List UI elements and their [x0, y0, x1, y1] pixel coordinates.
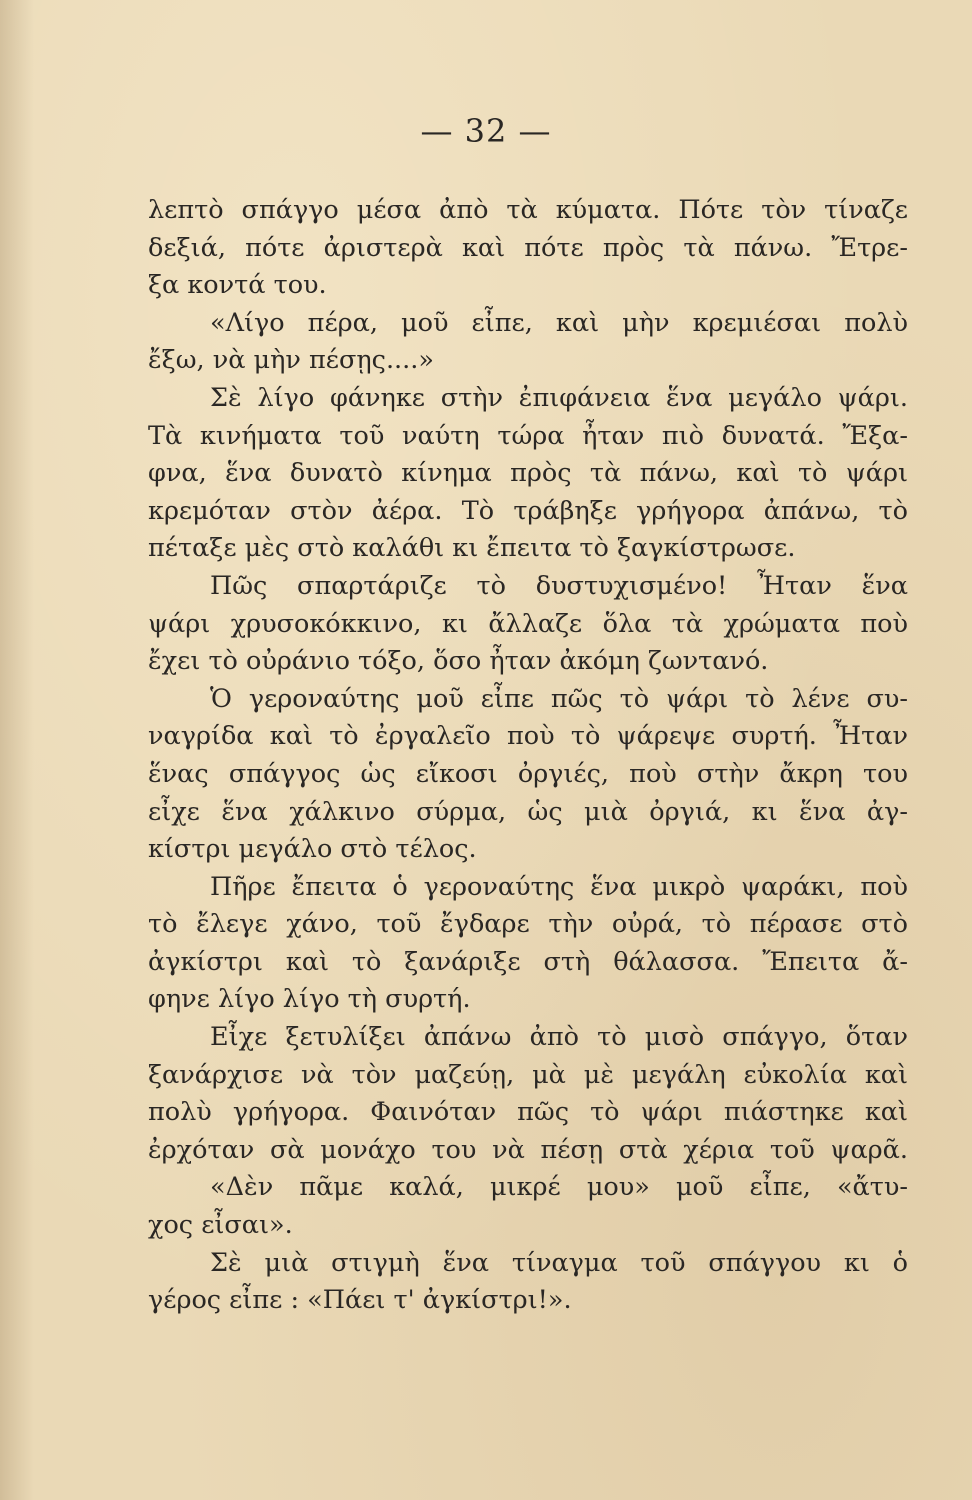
text-line: πέταξε μὲς στὸ καλάθι κι ἔπειτα τὸ ξαγκίστρωσε. — [148, 533, 796, 564]
text-line: φηνε λίγο λίγο τὴ συρτή. — [148, 984, 471, 1015]
text-line: κίστρι μεγάλο στὸ τέλος. — [148, 834, 477, 865]
body-text — [148, 192, 908, 1320]
text-line: Σὲ λίγο φάνηκε στὴν ἐπιφάνεια ἕνα μεγάλο ψάρι. — [210, 382, 908, 413]
text-line: ἐρχόταν σὰ μονάχο του νὰ πέσῃ στὰ χέρια τοῦ ψαρᾶ. — [148, 1134, 908, 1165]
page-number: — 32 — — [420, 112, 552, 150]
text-line: ἕνας σπάγγος ὡς εἴκοσι ὀργιές, ποὺ στὴν ἄκρη του — [148, 758, 908, 789]
text-line: ξανάρχισε νὰ τὸν μαζεύῃ, μὰ μὲ μεγάλη εὐκολία καὶ — [148, 1059, 908, 1090]
text-line: τὸ ἔλεγε χάνο, τοῦ ἔγδαρε τὴν οὐρά, τὸ πέρασε στὸ — [148, 909, 908, 940]
text-line: Τὰ κινήματα τοῦ ναύτη τώρα ἦταν πιὸ δυνατά. Ἔξα- — [148, 420, 908, 451]
page-fold-shadow — [0, 0, 34, 1500]
text-line: χος εἶσαι». — [148, 1210, 293, 1241]
text-line: φνα, ἕνα δυνατὸ κίνημα πρὸς τὰ πάνω, καὶ τὸ ψάρι — [148, 458, 908, 489]
text-line: Πῶς σπαρτάριζε τὸ δυστυχισμένο! Ἦταν ἕνα — [210, 570, 908, 601]
text-line: πολὺ γρήγορα. Φαινόταν πῶς τὸ ψάρι πιάστηκε καὶ — [148, 1097, 908, 1128]
text-line: δεξιά, πότε ἀριστερὰ καὶ πότε πρὸς τὰ πάνω. Ἔτρε- — [148, 232, 908, 263]
text-line: ἀγκίστρι καὶ τὸ ξανάριξε στὴ θάλασσα. Ἔπειτα ἄ- — [148, 946, 908, 977]
text-line: «Λίγο πέρα, μοῦ εἶπε, καὶ μὴν κρεμιέσαι πολὺ — [210, 307, 908, 338]
text-line: Εἶχε ξετυλίξει ἀπάνω ἀπὸ τὸ μισὸ σπάγγο, ὅταν — [210, 1022, 908, 1053]
text-line: ἔξω, νὰ μὴν πέσῃς....» — [148, 345, 434, 376]
text-line: γέρος εἶπε : «Πάει τ' ἀγκίστρι!». — [148, 1285, 572, 1316]
text-line: «Δὲν πᾶμε καλά, μικρέ μου» μοῦ εἶπε, «ἄτυ- — [210, 1172, 908, 1203]
text-line: Ὁ γεροναύτης μοῦ εἶπε πῶς τὸ ψάρι τὸ λένε συ- — [210, 683, 908, 714]
text-line: λεπτὸ σπάγγο μέσα ἀπὸ τὰ κύματα. Πότε τὸν τίναζε — [148, 195, 908, 225]
text-line: ἔχει τὸ οὐράνιο τόξο, ὅσο ἦταν ἀκόμη ζωντανό. — [148, 646, 769, 677]
text-line: Σὲ μιὰ στιγμὴ ἕνα τίναγμα τοῦ σπάγγου κι ὁ — [210, 1247, 908, 1278]
text-line: ξα κοντά του. — [148, 270, 327, 301]
text-line: εἶχε ἕνα χάλκινο σύρμα, ὡς μιὰ ὀργιά, κι ἕνα ἀγ- — [148, 796, 908, 827]
text-line: κρεμόταν στὸν ἀέρα. Τὸ τράβηξε γρήγορα ἀπάνω, τὸ — [148, 495, 908, 526]
text-line: ναγρίδα καὶ τὸ ἐργαλεῖο ποὺ τὸ ψάρεψε συρτή. Ἦταν — [148, 721, 908, 752]
text-line: Πῆρε ἔπειτα ὁ γεροναύτης ἕνα μικρὸ ψαράκι, ποὺ — [210, 871, 908, 902]
text-line: ψάρι χρυσοκόκκινο, κι ἄλλαζε ὅλα τὰ χρώματα ποὺ — [148, 608, 908, 639]
